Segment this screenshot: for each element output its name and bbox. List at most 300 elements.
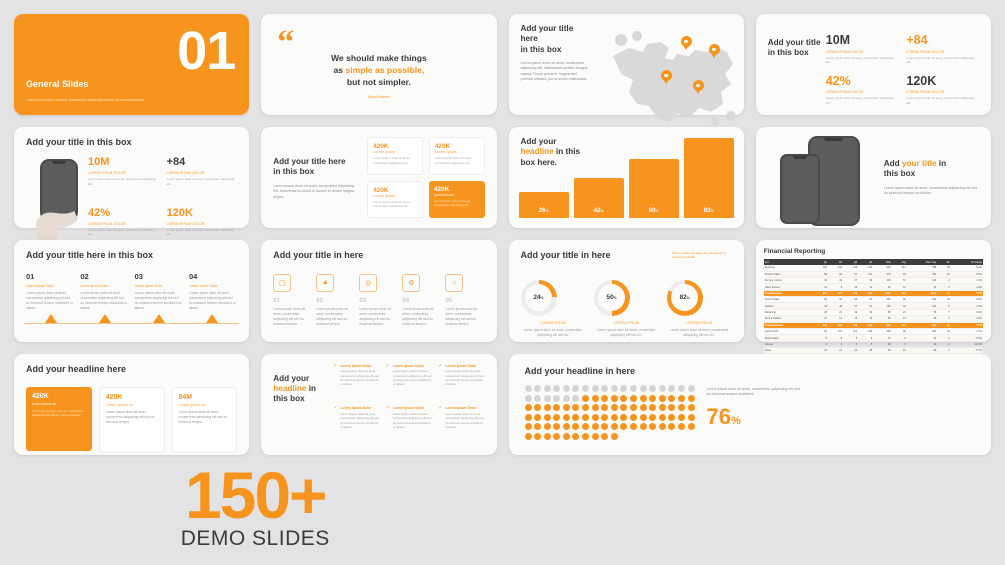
table-cell: Total Expenses	[764, 322, 813, 328]
table-cell: 696	[873, 322, 891, 328]
slide-dot-matrix[interactable]	[509, 354, 992, 455]
stat-desc: Lorem ipsum dolor sit amet, consectetur adipiscing elit.	[88, 177, 156, 186]
matrix-dot	[611, 414, 618, 421]
matrix-dot	[553, 395, 560, 402]
slide-cover[interactable]	[14, 14, 249, 115]
table-cell: 376	[873, 271, 891, 277]
table-cell: 5.2%	[951, 290, 983, 296]
col-change: % Change	[951, 259, 983, 265]
gear-icon: ⚙	[402, 274, 420, 292]
table-cell: 51	[858, 303, 873, 309]
table-cell: 18	[873, 341, 891, 347]
headline-card-desc: Lorem ipsum dolor sit amet, consectetur adipiscing elit sed do eiusmod tempor.	[105, 409, 155, 424]
stat-item	[906, 34, 979, 65]
table-cell: 93	[873, 348, 891, 354]
table-cell: 37	[892, 277, 907, 283]
stat-label: LOREM IPSUM DOLOR	[166, 171, 205, 176]
table-cell: 8	[858, 335, 873, 341]
checklist-item	[333, 364, 379, 397]
table-cell: 184	[907, 303, 938, 309]
donut-desc-1: Lorem ipsum dolor sit amet, consectetur adipiscing elit sed do.	[523, 327, 583, 337]
table-cell: Depreciation	[764, 335, 813, 341]
table-cell: 88	[843, 297, 858, 303]
donut-chart-3	[667, 280, 703, 316]
bar-4[interactable]	[684, 138, 734, 219]
metric-value: 420K	[373, 186, 389, 194]
matrix-dot	[688, 385, 695, 392]
matrix-dot	[544, 414, 551, 421]
matrix-dot	[659, 423, 666, 430]
table-cell: -10.0%	[951, 341, 983, 347]
table-cell: 94	[828, 271, 843, 277]
stat-value: 120K	[166, 206, 193, 219]
step-desc: Lorem ipsum dolor sit amet, consectetur adipiscing elit sed do eiusmod tempor incididunt ut labore.	[188, 290, 236, 310]
checklist-item-title: Lorem Ipsum Dolor	[445, 363, 477, 368]
col-q4: Q4	[858, 259, 873, 265]
matrix-dot	[630, 423, 637, 430]
headline-card-label: Lorem Ipsum sit	[178, 402, 206, 407]
promo-caption: DEMO SLIDES	[180, 527, 330, 550]
table-cell: 32	[813, 277, 828, 283]
hand-icon	[26, 157, 88, 249]
col-q3: Q3	[843, 259, 858, 265]
check-icon: ✓	[438, 405, 443, 412]
quote-text	[277, 52, 480, 88]
stat-label: LOREM IPSUM DOLOR	[88, 171, 126, 176]
matrix-dot	[668, 414, 675, 421]
matrix-dot	[544, 433, 551, 440]
table-cell: 39	[858, 277, 873, 283]
donut-label-3: LOREM IPSUM	[686, 320, 713, 325]
table-cell: 21	[813, 348, 828, 354]
cards-420-title-line-1: Add your title here	[273, 157, 346, 167]
donut-item[interactable]	[521, 280, 586, 338]
table-cell: 2	[937, 277, 951, 283]
cover-number: 01	[177, 21, 236, 81]
stat-label: LOREM IPSUM DOLOR	[906, 90, 945, 95]
matrix-dot	[649, 385, 656, 392]
matrix-dot	[572, 395, 579, 402]
icon-step-item	[445, 274, 484, 327]
table-cell: 37	[843, 277, 858, 283]
devices-title-line-2: this box	[883, 169, 916, 179]
map-shape-icon	[603, 26, 743, 131]
matrix-dot	[563, 414, 570, 421]
matrix-dot	[592, 385, 599, 392]
table-cell: 19	[843, 309, 858, 315]
map-pin-1[interactable]	[681, 36, 692, 50]
matrix-dot	[620, 385, 627, 392]
quote-line-2	[277, 64, 480, 76]
steps-baseline	[24, 323, 239, 324]
metric-desc: Lorem ipsum dolor sit amet, consectetur adipiscing elit.	[434, 156, 472, 165]
donut-label-2: LOREM IPSUM	[613, 320, 640, 325]
metric-card-highlighted[interactable]	[429, 181, 485, 219]
table-cell: 5	[843, 341, 858, 347]
headline-cards-title: Add your headline here	[26, 363, 127, 374]
matrix-dot	[544, 423, 551, 430]
table-cell: 11	[858, 284, 873, 290]
col-total: Total	[873, 259, 891, 265]
slide-donuts[interactable]	[509, 240, 744, 341]
map-title-line-2: in this box	[520, 44, 562, 54]
table-cell: 2	[937, 284, 951, 290]
matrix-dot	[544, 385, 551, 392]
devices-title-a: Add	[883, 159, 902, 169]
step-desc: Lorem ipsum dolor sit amet, consectetur adipiscing elit sed do eiusmod tempor incididunt ut labore.	[134, 290, 182, 310]
donuts-title: Add your title in here	[520, 250, 611, 261]
table-cell: 12	[813, 284, 828, 290]
table-cell: 90	[892, 297, 907, 303]
checklist-item	[438, 364, 484, 397]
table-cell: 24	[828, 348, 843, 354]
matrix-dot	[525, 414, 532, 421]
matrix-dot	[582, 433, 589, 440]
matrix-dot	[582, 423, 589, 430]
matrix-dot	[534, 395, 541, 402]
metric-label: Lorem Ipsum	[373, 193, 396, 198]
matrix-dot	[534, 414, 541, 421]
stat-desc: Lorem ipsum dolor sit amet, consectetur adipiscing elit.	[906, 96, 974, 105]
donut-number-2: 50	[606, 294, 614, 302]
matrix-dot	[582, 395, 589, 402]
matrix-dot	[592, 414, 599, 421]
icon-step-desc: Lorem ipsum dolor sit amet, consectetur adipiscing elit sed do eiusmod tempor.	[359, 306, 391, 326]
checklist-item-title: Lorem Ipsum Dolor	[340, 406, 372, 411]
bar-3[interactable]	[629, 159, 679, 219]
bar-1-label: 26%	[538, 207, 549, 215]
matrix-dot	[659, 414, 666, 421]
slide-quote[interactable]	[261, 14, 496, 115]
table-cell: 131	[892, 265, 907, 271]
slide-icons-five[interactable]	[261, 240, 496, 341]
table-cell: 25	[858, 348, 873, 354]
stat-label: LOREM IPSUM DOLOR	[166, 221, 205, 226]
slide-checklist[interactable]	[261, 354, 496, 455]
checklist-item	[386, 364, 432, 397]
matrix-dot	[582, 404, 589, 411]
table-cell: 48	[828, 303, 843, 309]
bar-2-label: 42%	[593, 207, 604, 215]
table-cell: Interest	[764, 341, 813, 347]
table-cell: 14	[892, 316, 907, 322]
matrix-dot	[678, 414, 685, 421]
step-desc: Lorem ipsum dolor sit amet, consectetur adipiscing elit sed do eiusmod tempor incididunt ut labore.	[80, 290, 128, 310]
headline-card-label: Lorem Ipsum sit	[32, 401, 57, 406]
table-cell: 40	[828, 277, 843, 283]
table-cell: 0	[937, 335, 951, 341]
table-cell: 47	[843, 303, 858, 309]
slide-devices[interactable]	[756, 127, 991, 228]
table-cell: Gross Profit	[764, 328, 813, 334]
bar-4-label: 82%	[703, 207, 714, 215]
matrix-dot	[668, 404, 675, 411]
table-cell: 6.8%	[951, 271, 983, 277]
table-cell: 273	[892, 290, 907, 296]
matrix-dot	[620, 423, 627, 430]
devices-title	[884, 159, 981, 180]
table-cell: 24	[937, 271, 951, 277]
stats-quad-title-line-1: Add your title	[767, 38, 821, 47]
matrix-dot	[544, 404, 551, 411]
table-cell: 189	[858, 322, 873, 328]
metric-value: 420K	[433, 185, 450, 193]
table-cell: 5.2%	[951, 265, 983, 271]
icon-step-number: 02	[316, 297, 323, 304]
checklist-item-desc: Lorem ipsum dolor sit amet, consectetur adipiscing elit sed do eiusmod tempor incididunt ut labore.	[445, 369, 484, 387]
table-cell: Salaries	[764, 303, 813, 309]
table-cell: Revenue	[764, 265, 813, 271]
matrix-dot	[525, 395, 532, 402]
table-cell: 252	[813, 290, 828, 296]
table-cell: 342	[907, 297, 938, 303]
devices-title-c: in	[936, 159, 947, 169]
table-cell: 169	[843, 322, 858, 328]
matrix-dot	[601, 404, 608, 411]
slide-steps[interactable]	[14, 240, 249, 341]
promo-block	[14, 457, 497, 551]
devices-body: Lorem ipsum dolor sit amet, consectetur adipiscing elit sed do eiusmod tempor incididunt.	[883, 185, 978, 196]
matrix-dot	[592, 423, 599, 430]
table-cell: 32	[907, 335, 938, 341]
stat-value: 120K	[906, 73, 937, 88]
donut-item[interactable]	[667, 280, 732, 338]
table-cell: 14	[843, 284, 858, 290]
headline-card-3[interactable]	[172, 387, 238, 453]
matrix-dot	[572, 433, 579, 440]
donut-number-1: 24	[533, 294, 541, 302]
matrix-dot	[640, 395, 647, 402]
matrix-dot	[649, 404, 656, 411]
matrix-dot	[659, 385, 666, 392]
checklist-item-title: Lorem Ipsum Dolor	[392, 363, 424, 368]
step-marker-1	[45, 314, 57, 323]
stat-desc: Lorem ipsum dolor sit amet, consectetur adipiscing elit.	[166, 177, 235, 186]
map-pin-2[interactable]	[709, 44, 720, 58]
metric-label: Lorem Ipsum	[373, 150, 396, 155]
check-icon: ✓	[438, 362, 443, 369]
matrix-dot	[649, 395, 656, 402]
table-cell: Taxes	[764, 348, 813, 354]
metric-label: Lorem Ipsum	[433, 192, 454, 197]
bulb-icon: ☼	[445, 274, 463, 292]
table-cell: 192	[873, 303, 891, 309]
matrix-dot	[563, 385, 570, 392]
financial-title: Financial Reporting	[763, 248, 826, 256]
stat-desc: Lorem ipsum dolor sit amet, consectetur adipiscing elit.	[88, 227, 156, 237]
donut-item[interactable]	[594, 280, 659, 338]
checklist-item-desc: Lorem ipsum dolor sit amet, consectetur adipiscing elit sed do eiusmod tempor incididunt ut labore.	[340, 369, 380, 387]
table-cell: 4.7%	[951, 328, 983, 334]
quote-line-2-prefix: as	[333, 64, 346, 75]
step-desc: Lorem ipsum dolor sit amet, consectetur adipiscing elit sed do eiusmod tempor incididunt ut labore.	[26, 290, 73, 310]
table-cell: 22	[828, 309, 843, 315]
matrix-dot	[572, 404, 579, 411]
matrix-dot	[630, 385, 637, 392]
col-var: Var	[937, 259, 951, 265]
matrix-dot	[659, 395, 666, 402]
table-cell: 162	[813, 322, 828, 328]
steps-title: Add your title here in this box	[26, 250, 154, 261]
slide-stats-quad[interactable]	[756, 14, 991, 115]
matrix-dot	[640, 404, 647, 411]
table-cell: 21	[892, 309, 907, 315]
donut-unit-3: %	[686, 295, 690, 300]
document-icon: ▢	[273, 274, 291, 292]
table-cell: 18	[937, 328, 951, 334]
table-cell: 1040	[907, 290, 938, 296]
icon-step-item	[316, 274, 355, 327]
matrix-dot	[630, 414, 637, 421]
table-cell: 14	[828, 316, 843, 322]
checklist-item-desc: Lorem ipsum dolor sit amet, consectetur adipiscing elit sed do eiusmod tempor incididunt ut labore.	[392, 369, 432, 387]
checklist-item-title: Lorem Ipsum Dolor	[445, 406, 477, 411]
table-cell: 498	[907, 265, 938, 271]
slide-headline-cards[interactable]	[14, 354, 249, 455]
table-cell: 94	[892, 271, 907, 277]
matrix-dot	[611, 423, 618, 430]
cover-title: General Slides	[26, 79, 89, 90]
stat-item	[826, 34, 899, 65]
matrix-dot	[582, 385, 589, 392]
table-cell: 4.5%	[951, 284, 983, 290]
step-item	[135, 272, 183, 311]
stat-value: +84	[166, 156, 186, 169]
matrix-dot	[544, 395, 551, 402]
matrix-dot	[668, 395, 675, 402]
matrix-dot	[620, 404, 627, 411]
map-pin-4[interactable]	[693, 80, 704, 94]
table-cell: 5	[858, 341, 873, 347]
icon-step-desc: Lorem ipsum dolor sit amet, consectetur adipiscing elit sed do eiusmod tempor.	[402, 306, 434, 326]
quote-line-2-accent: simple as possible,	[345, 64, 425, 75]
matrix-dot	[688, 395, 695, 402]
matrix-dot	[592, 433, 599, 440]
table-cell: 148	[873, 277, 891, 283]
table-cell: 1094	[873, 290, 891, 296]
table-cell: Marketing	[764, 309, 813, 315]
phone-stats-title: Add your title in this box	[26, 137, 132, 148]
col-q1: Q1	[813, 259, 828, 265]
matrix-dot	[678, 404, 685, 411]
dotmatrix-percent-value: 76	[706, 404, 731, 430]
phone-small	[780, 154, 820, 224]
table-cell: 99	[892, 328, 907, 334]
map-pin-3[interactable]	[661, 70, 672, 84]
donuts-hint: Click to create and adjust the completion by moving the handle.	[671, 251, 726, 260]
table-cell: 174	[892, 322, 907, 328]
check-icon: ✓	[385, 362, 390, 369]
matrix-dot	[601, 423, 608, 430]
stat-label: LOREM IPSUM DOLOR	[906, 49, 945, 54]
stat-label: LOREM IPSUM DOLOR	[825, 90, 864, 95]
table-cell: 88	[907, 348, 938, 354]
table-cell: 90	[813, 328, 828, 334]
bar-title-line-3: box here.	[520, 157, 557, 167]
slide-financial-report[interactable]	[756, 240, 991, 353]
table-cell: 524	[873, 265, 891, 271]
donut-unit-2: %	[613, 295, 617, 300]
icon-step-number: 01	[273, 297, 280, 304]
stat-value: 10M	[825, 33, 851, 47]
table-cell: 23	[892, 348, 907, 354]
table-cell: 352	[907, 271, 938, 277]
table-cell: 84	[813, 297, 828, 303]
stat-label: LOREM IPSUM DOLOR	[88, 221, 126, 226]
table-cell: 15	[843, 316, 858, 322]
slide-420k-cards[interactable]	[261, 127, 496, 228]
stat-value: 42%	[825, 73, 851, 88]
donut-chart-2	[594, 280, 630, 316]
bar-2[interactable]	[574, 178, 624, 218]
table-cell: 3.6%	[951, 316, 983, 322]
headline-card-2[interactable]	[99, 387, 165, 453]
metric-card[interactable]	[367, 181, 423, 219]
metric-card[interactable]	[429, 137, 485, 175]
col-prior: Prior Year	[907, 259, 938, 265]
quote-line-3: but not simpler.	[346, 76, 411, 87]
icon-step-desc: Lorem ipsum dolor sit amet, consectetur adipiscing elit sed do eiusmod tempor.	[316, 306, 348, 326]
table-cell: 4	[828, 341, 843, 347]
matrix-dot	[553, 423, 560, 430]
matrix-dot	[563, 433, 570, 440]
matrix-dot	[678, 395, 685, 402]
matrix-dot	[563, 423, 570, 430]
table-cell: 18	[813, 309, 828, 315]
cards-420-body: Lorem ipsum dolor sit amet, consectetur adipiscing elit. Maecenas tincidunt ut laoreet et dolore magna aliqua.	[273, 183, 355, 199]
checklist-title-rest: in	[306, 383, 317, 393]
headline-card-1[interactable]	[26, 387, 92, 451]
bar-chart	[519, 130, 734, 218]
slide-phone-stats[interactable]	[14, 127, 249, 237]
matrix-dot	[611, 395, 618, 402]
slide-bar-chart[interactable]	[509, 127, 744, 228]
devices-title-line-1	[884, 159, 981, 169]
col-avg: Avg	[892, 259, 907, 265]
chart-icon: ▲	[316, 274, 334, 292]
table-cell: 8	[937, 303, 951, 309]
bar-1[interactable]	[519, 192, 569, 218]
step-marker-4	[206, 314, 218, 323]
matrix-dot	[611, 433, 618, 440]
stat-desc: Lorem ipsum dolor sit amet, consectetur adipiscing elit.	[906, 55, 974, 64]
metric-desc: Lorem ipsum dolor sit amet, consectetur adipiscing elit.	[433, 198, 471, 208]
dotmatrix-percent	[707, 404, 976, 430]
icon-step-item	[273, 274, 312, 327]
table-cell: 92	[828, 297, 843, 303]
headline-card-value: 84M	[178, 393, 193, 401]
table-cell: Total Revenue	[764, 290, 813, 296]
step-number: 03	[134, 271, 143, 281]
matrix-dot	[659, 404, 666, 411]
table-cell: 23	[843, 348, 858, 354]
slide-map[interactable]	[509, 14, 744, 115]
table-cell: 88	[813, 271, 828, 277]
table-cell: Other Income	[764, 284, 813, 290]
metric-card[interactable]	[367, 137, 423, 175]
matrix-dot	[563, 404, 570, 411]
matrix-dot	[601, 433, 608, 440]
metric-value: 420K	[373, 143, 389, 151]
devices-title-b: your title	[901, 159, 937, 169]
step-item	[80, 272, 128, 311]
table-cell: 20	[907, 341, 938, 347]
dot-matrix-chart	[525, 385, 695, 440]
step-number: 04	[188, 271, 198, 281]
step-label: Lorem Ipsum Dolor	[26, 283, 55, 288]
matrix-dot	[592, 404, 599, 411]
table-cell: 101	[843, 328, 858, 334]
